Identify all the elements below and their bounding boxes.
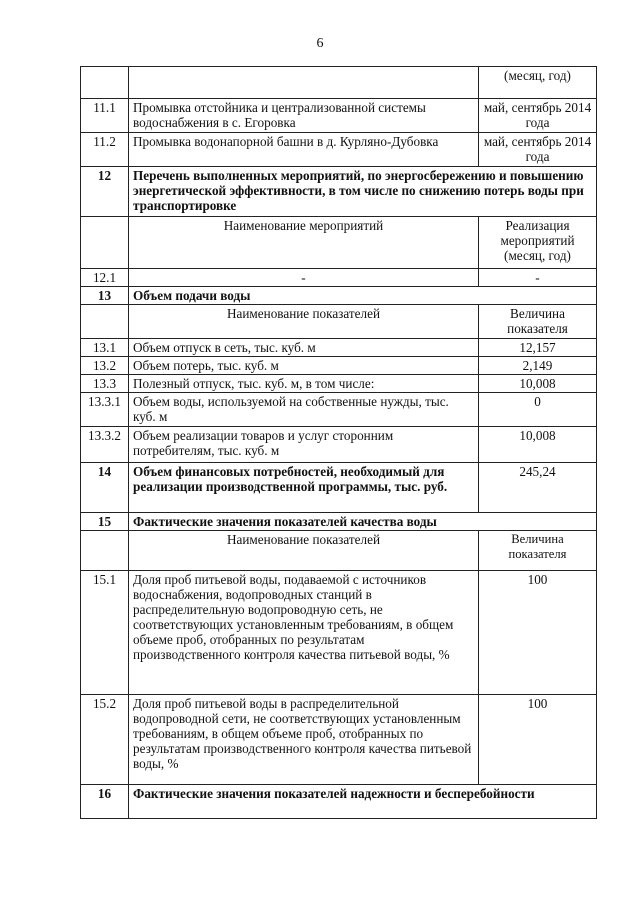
empty-cell xyxy=(81,305,129,339)
page-number: 6 xyxy=(316,36,324,51)
row-text: Объем потерь, тыс. куб. м xyxy=(129,357,479,375)
row-value: 0 xyxy=(479,393,597,427)
row-text: Объем реализации товаров и услуг сторонним потребителям, тыс. куб. м xyxy=(129,427,479,463)
row-number: 13.3.2 xyxy=(81,427,129,463)
empty-cell xyxy=(81,217,129,269)
section-number: 12 xyxy=(81,167,129,217)
table-row xyxy=(81,571,597,695)
row-value: - xyxy=(479,269,597,287)
row-value: май, сентябрь 2014 года xyxy=(479,133,597,167)
row-text: - xyxy=(129,269,479,287)
row-number: 13.1 xyxy=(81,339,129,357)
row-value: 100 xyxy=(479,695,597,785)
section-title: Фактические значения показателей качества воды xyxy=(129,513,597,531)
row-text: Объем воды, используемой на собственные нужды, тыс. куб. м xyxy=(129,393,479,427)
subheader-row xyxy=(81,305,597,339)
section-title: Объем подачи воды xyxy=(129,287,597,305)
table-row xyxy=(81,357,597,375)
row-number: 15.2 xyxy=(81,695,129,785)
row-value: май, сентябрь 2014 года xyxy=(479,99,597,133)
column-header-value: Величина показателя xyxy=(479,531,597,571)
section-number: 15 xyxy=(81,513,129,531)
table-row xyxy=(81,695,597,785)
empty-cell xyxy=(81,67,129,99)
section-number: 16 xyxy=(81,785,129,819)
section-number: 14 xyxy=(81,463,129,513)
section-number: 13 xyxy=(81,287,129,305)
section-title: Перечень выполненных мероприятий, по энергосбережению и повышению энергетической эффективности, в том числе по снижению потерь воды при транспортировке xyxy=(129,167,597,217)
table-row xyxy=(81,269,597,287)
table-row xyxy=(81,133,597,167)
table-row xyxy=(81,375,597,393)
section-row xyxy=(81,287,597,305)
row-number: 13.3.1 xyxy=(81,393,129,427)
column-header-name: Наименование показателей xyxy=(129,531,479,571)
row-number: 11.2 xyxy=(81,133,129,167)
row-value: 10,008 xyxy=(479,427,597,463)
row-value: 2,149 xyxy=(479,357,597,375)
row-text: Объем отпуск в сеть, тыс. куб. м xyxy=(129,339,479,357)
table-row xyxy=(81,339,597,357)
subheader-row xyxy=(81,217,597,269)
column-header-value: Реализация мероприятий (месяц, год) xyxy=(479,217,597,269)
row-text: Промывка водонапорной башни в д. Курляно-Дубовка xyxy=(129,133,479,167)
row-value: 12,157 xyxy=(479,339,597,357)
section-row xyxy=(81,167,597,217)
subheader-row xyxy=(81,531,597,571)
row-text: Полезный отпуск, тыс. куб. м, в том числе: xyxy=(129,375,479,393)
section-title: Фактические значения показателей надежности и бесперебойности xyxy=(129,785,597,819)
column-header-name: Наименование показателей xyxy=(129,305,479,339)
row-number: 15.1 xyxy=(81,571,129,695)
row-number: 12.1 xyxy=(81,269,129,287)
row-text: Доля проб питьевой воды в распределительной водопроводной сети, не соответствующих установленным требованиям, в общем объеме проб, отобранных по результатам производственного контроля качества питьевой воды, % xyxy=(129,695,479,785)
row-number: 13.2 xyxy=(81,357,129,375)
table-row xyxy=(81,99,597,133)
row-value: 10,008 xyxy=(479,375,597,393)
section-value: 245,24 xyxy=(479,463,597,513)
table-row xyxy=(81,67,597,99)
indicators-table xyxy=(80,66,597,819)
empty-cell xyxy=(81,531,129,571)
row-number: 11.1 xyxy=(81,99,129,133)
section-row xyxy=(81,463,597,513)
row-text: Промывка отстойника и централизованной системы водоснабжения в с. Егоровка xyxy=(129,99,479,133)
table-row xyxy=(81,427,597,463)
row-number: 13.3 xyxy=(81,375,129,393)
column-header-value: (месяц, год) xyxy=(479,67,597,99)
section-row xyxy=(81,785,597,819)
section-row xyxy=(81,513,597,531)
section-title: Объем финансовых потребностей, необходимый для реализации производственной программы, тыс. руб. xyxy=(129,463,479,513)
row-text: Доля проб питьевой воды, подаваемой с источников водоснабжения, водопроводных станций в распределительную водопроводную сеть, не соответствующих установленным требованиям, в общем объеме проб, отобранных по результатам производственного контроля качества питьевой воды, % xyxy=(129,571,479,695)
row-value: 100 xyxy=(479,571,597,695)
column-header-value: Величина показателя xyxy=(479,305,597,339)
empty-cell xyxy=(129,67,479,99)
column-header-name: Наименование мероприятий xyxy=(129,217,479,269)
table-row xyxy=(81,393,597,427)
